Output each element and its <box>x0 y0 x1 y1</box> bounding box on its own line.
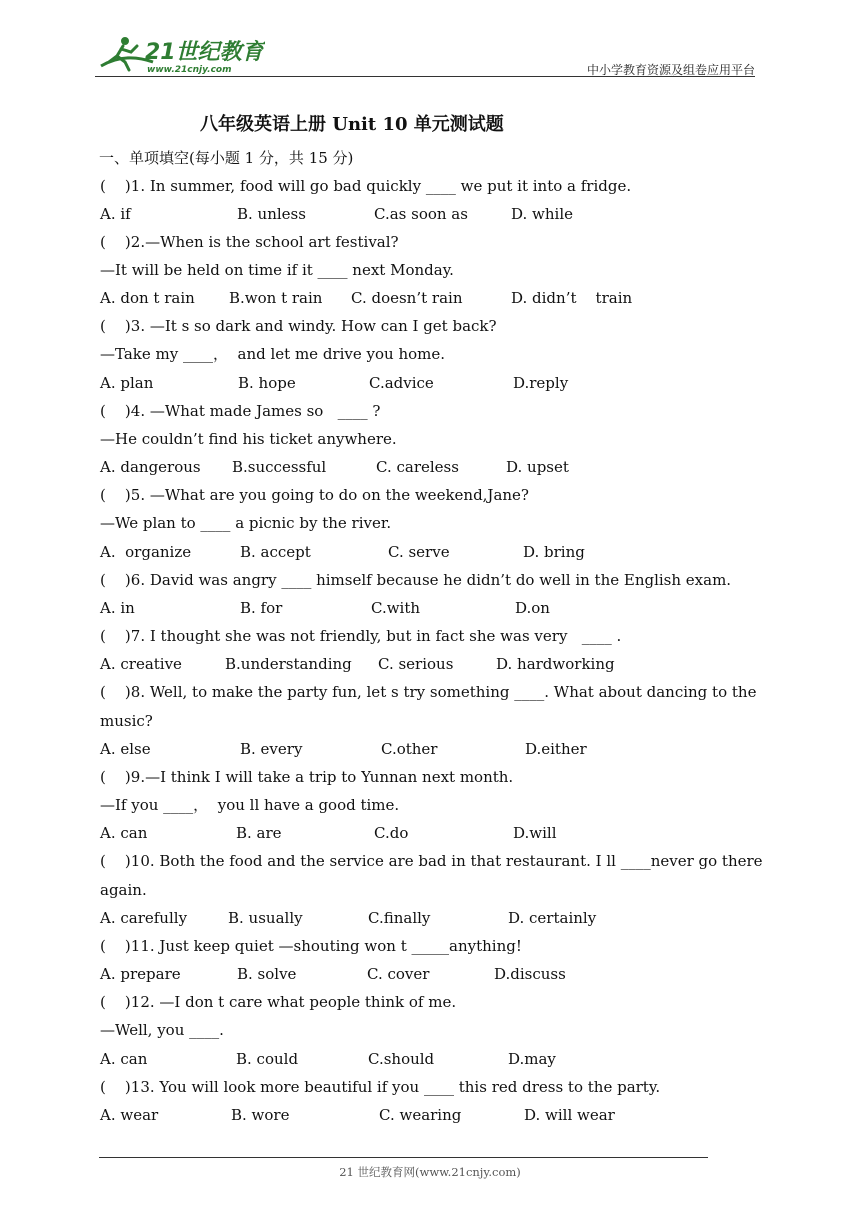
options-q8 <box>100 735 760 763</box>
question-12-reply: —Well, you ____. <box>100 1021 224 1039</box>
options-q13 <box>100 1101 760 1129</box>
option-b: B.understanding <box>225 655 352 673</box>
option-b: B. accept <box>240 543 311 561</box>
svg-text:21世纪教育: 21世纪教育 <box>145 40 264 65</box>
option-d: D.reply <box>513 374 569 392</box>
question-3-reply: —Take my ____， and let me drive you home. <box>100 345 446 363</box>
option-d: D. bring <box>523 543 585 561</box>
option-a: A. carefully <box>100 909 188 927</box>
option-d: D.either <box>525 740 587 758</box>
question-1: ( )1. In summer, food will go bad quickly ____ we put it into a fridge. <box>100 177 632 195</box>
option-c: C.do <box>374 824 409 842</box>
question-6: ( )6. David was angry ____ himself because he didn’t do well in the English exam. <box>100 571 732 589</box>
option-c: C. careless <box>376 458 459 476</box>
option-d: D. upset <box>506 458 569 476</box>
question-5-reply: —We plan to ____ a picnic by the river. <box>100 514 392 532</box>
option-d: D.will <box>513 824 557 842</box>
option-b: B. could <box>236 1050 299 1068</box>
option-c: C. cover <box>367 965 430 983</box>
option-a: A. don t rain <box>100 289 195 307</box>
footer-site: 21 世纪教育网(www.21cnjy.com) <box>339 1165 521 1179</box>
option-c: C.advice <box>369 374 434 392</box>
question-13: ( )13. You will look more beautiful if you ____ this red dress to the party. <box>100 1078 661 1096</box>
question-5: ( )5. —What are you going to do on the weekend,Jane? <box>100 486 529 504</box>
option-b: B. for <box>240 599 283 617</box>
options-q1 <box>100 200 760 228</box>
options-q5 <box>100 538 760 566</box>
question-12: ( )12. —I don t care what people think of me. <box>100 993 457 1011</box>
option-c: C. doesn’t rain <box>351 289 463 307</box>
options-q10 <box>100 904 760 932</box>
option-a: A. can <box>100 824 148 842</box>
header-divider <box>95 76 755 77</box>
question-10: ( )10. Both the food and the service are bad in that restaurant. I ll ____never go there <box>100 852 763 870</box>
option-a: A. prepare <box>100 965 181 983</box>
option-a: A. can <box>100 1050 148 1068</box>
option-d: D. hardworking <box>496 655 615 673</box>
question-7: ( )7. I thought she was not friendly, but in fact she was very ____ . <box>100 627 622 645</box>
section-heading: 一、单项填空(每小题 1 分，共 15 分) <box>99 149 354 167</box>
option-d: D. certainly <box>508 909 597 927</box>
option-d: D. while <box>511 205 573 223</box>
option-a: A. else <box>100 740 151 758</box>
option-c: C.other <box>381 740 438 758</box>
option-b: B. wore <box>231 1106 290 1124</box>
option-a: A. dangerous <box>100 458 201 476</box>
option-a: A. organize <box>100 543 192 561</box>
question-9-reply: —If you ____， you ll have a good time. <box>100 796 400 814</box>
question-11: ( )11. Just keep quiet —shouting won t _____anything! <box>100 937 522 955</box>
question-2: ( )2.—When is the school art festival? <box>100 233 399 251</box>
options-q9 <box>100 819 760 847</box>
platform-label: 中小学教育资源及组卷应用平台 <box>586 63 755 77</box>
question-4: ( )4. —What made James so ____ ? <box>100 402 381 420</box>
option-d: D. will wear <box>524 1106 615 1124</box>
option-a: A. creative <box>100 655 182 673</box>
page-title: 八年级英语上册 Unit 10 单元测试题 <box>200 114 504 135</box>
option-a: A. wear <box>100 1106 159 1124</box>
options-q3 <box>100 369 760 397</box>
option-b: B. unless <box>237 205 306 223</box>
question-3: ( )3. —It s so dark and windy. How can I get back? <box>100 317 497 335</box>
option-c: C. serious <box>378 655 454 673</box>
option-c: C.with <box>371 599 421 617</box>
question-4-reply: —He couldn’t find his ticket anywhere. <box>100 430 397 448</box>
svg-text:www.21cnjy.com: www.21cnjy.com <box>147 65 232 75</box>
option-b: B.won t rain <box>229 289 323 307</box>
question-9: ( )9.—I think I will take a trip to Yunnan next month. <box>100 768 514 786</box>
option-c: C.finally <box>368 909 431 927</box>
question-10-cont: again. <box>100 881 147 899</box>
option-b: B. solve <box>237 965 297 983</box>
option-b: B. every <box>240 740 303 758</box>
option-a: A. if <box>100 205 131 223</box>
logo-21cnjy <box>95 32 265 76</box>
question-8-cont: music? <box>100 712 153 730</box>
option-d: D.discuss <box>494 965 566 983</box>
question-2-reply: —It will be held on time if it ____ next Monday. <box>100 261 454 279</box>
options-q4 <box>100 453 760 481</box>
option-c: C. serve <box>388 543 450 561</box>
options-q7 <box>100 650 760 678</box>
option-d: D. didn’t train <box>511 289 633 307</box>
option-c: C.should <box>368 1050 435 1068</box>
option-d: D.on <box>515 599 550 617</box>
option-a: A. plan <box>100 374 154 392</box>
options-q2 <box>100 284 760 312</box>
option-a: A. in <box>100 599 135 617</box>
option-c: C.as soon as <box>374 205 468 223</box>
option-b: B.successful <box>232 458 327 476</box>
option-b: B. usually <box>228 909 303 927</box>
question-8: ( )8. Well, to make the party fun, let s try something ____. What about dancing to the <box>100 683 757 701</box>
option-d: D.may <box>508 1050 556 1068</box>
option-b: B. are <box>236 824 282 842</box>
options-q12 <box>100 1045 760 1073</box>
option-c: C. wearing <box>379 1106 462 1124</box>
option-b: B. hope <box>238 374 296 392</box>
options-q11 <box>100 960 760 988</box>
page-header <box>95 30 755 78</box>
options-q6 <box>100 594 760 622</box>
footer-divider <box>99 1157 708 1158</box>
